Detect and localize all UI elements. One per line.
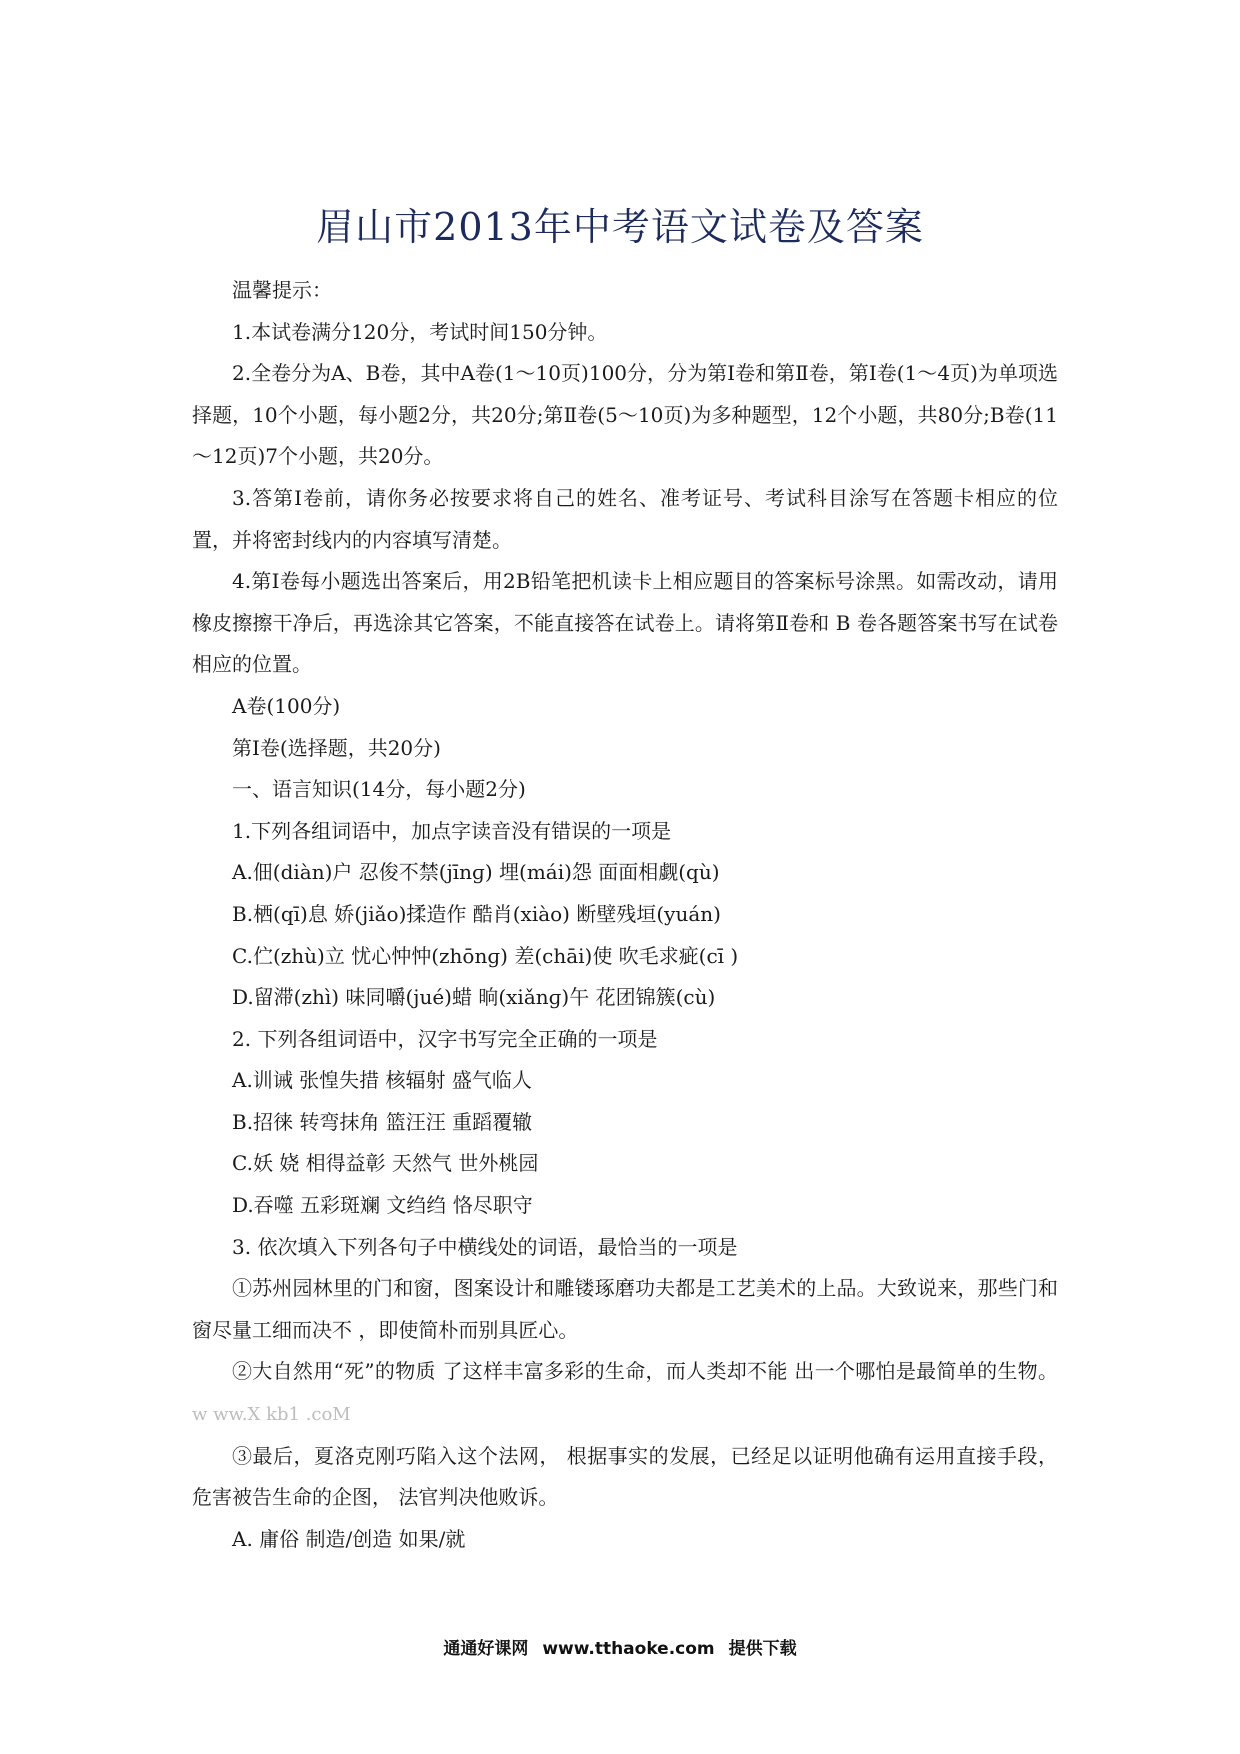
question-3-sentence-2	[192, 1351, 1058, 1435]
footer-site-name: 通通好课网	[443, 1639, 529, 1659]
page-footer	[0, 1634, 1240, 1659]
section-a-heading: A卷(100分)	[232, 693, 341, 718]
sentence-2-text: ②大自然用“死”的物质 了这样丰富多彩的生命，而人类却不能 出一个哪怕是最简单的生物。	[232, 1359, 1058, 1384]
question-1-option-d: D.留滞(zhì) 味同嚼(jué)蜡 晌(xiǎnɡ)午 花团锦簇(cù)	[232, 985, 716, 1010]
page-title: 眉山市2013年中考语文试卷及答案	[316, 205, 924, 249]
section-1-heading: 一、语言知识(14分，每小题2分)	[232, 777, 526, 802]
question-2-option-b: B.招徕 转弯抹角 篮汪汪 重蹈覆辙	[232, 1109, 533, 1134]
question-3-option-a: A. 庸俗 制造/创造 如果/就	[232, 1526, 466, 1551]
question-1-option-a: A.佃(diàn)户 忍俊不禁(jīnɡ) 埋(mái)怨 面面相觑(qù)	[232, 860, 720, 885]
question-3-sentence-1: ①苏州园林里的门和窗，图案设计和雕镂琢磨功夫都是工艺美术的上品。大致说来，那些门和窗尽量工细而决不 ，即使简朴而别具匠心。	[192, 1276, 1058, 1342]
question-2: 2. 下列各组词语中，汉字书写完全正确的一项是	[232, 1026, 658, 1051]
tips-heading: 温馨提示：	[232, 278, 332, 302]
tip-2: 2.全卷分为A、B卷，其中A卷(1～10页)100分，分为第Ⅰ卷和第Ⅱ卷，第Ⅰ卷(1～4页)为单项选择题，10个小题，每小题2分，共20分;第Ⅱ卷(5～10页)为多种题型，12个小题，共80分;B卷(11～12页)7个小题，共20分。	[192, 361, 1058, 469]
watermark-text: w ww.X kb1 .coM	[192, 1404, 351, 1426]
document-body	[192, 270, 1058, 1560]
tip-4: 4.第Ⅰ卷每小题选出答案后，用2B铅笔把机读卡上相应题目的答案标号涂黑。如需改动，请用橡皮擦擦干净后，再选涂其它答案，不能直接答在试卷上。请将第Ⅱ卷和 B 卷各题答案书写在试卷相应的位置。	[192, 569, 1058, 677]
tip-3: 3.答第Ⅰ卷前，请你务必按要求将自己的姓名、准考证号、考试科目涂写在答题卡相应的位置，并将密封线内的内容填写清楚。	[192, 485, 1058, 552]
question-1-option-b: B.栖(qī)息 娇(jiǎo)揉造作 酷肖(xiào) 断壁残垣(yuán)	[232, 901, 721, 926]
question-3: 3. 依次填入下列各句子中横线处的词语，最恰当的一项是	[232, 1234, 738, 1259]
tip-1: 1.本试卷满分120分，考试时间150分钟。	[232, 319, 608, 344]
part-1-heading: 第Ⅰ卷(选择题，共20分)	[232, 735, 441, 760]
footer-url[interactable]: www.tthaoke.com	[542, 1639, 715, 1659]
question-2-option-d: D.吞噬 五彩斑斓 文绉绉 恪尽职守	[232, 1193, 533, 1218]
question-2-option-a: A.训诫 张惶失措 核辐射 盛气临人	[232, 1068, 532, 1093]
question-3-sentence-3: ③最后，夏洛克刚巧陷入这个法网， 根据事实的发展，已经足以证明他确有运用直接手段，危害被告生命的企图， 法官判决他败诉。	[192, 1443, 1058, 1510]
question-2-option-c: C.妖 娆 相得益彰 天然气 世外桃园	[232, 1151, 539, 1176]
question-1-option-c: C.伫(zhù)立 忧心忡忡(zhōnɡ) 差(chāi)使 吹毛求疵(cī )	[232, 943, 739, 968]
question-1: 1.下列各组词语中，加点字读音没有错误的一项是	[232, 818, 672, 843]
footer-note: 提供下载	[728, 1639, 797, 1659]
